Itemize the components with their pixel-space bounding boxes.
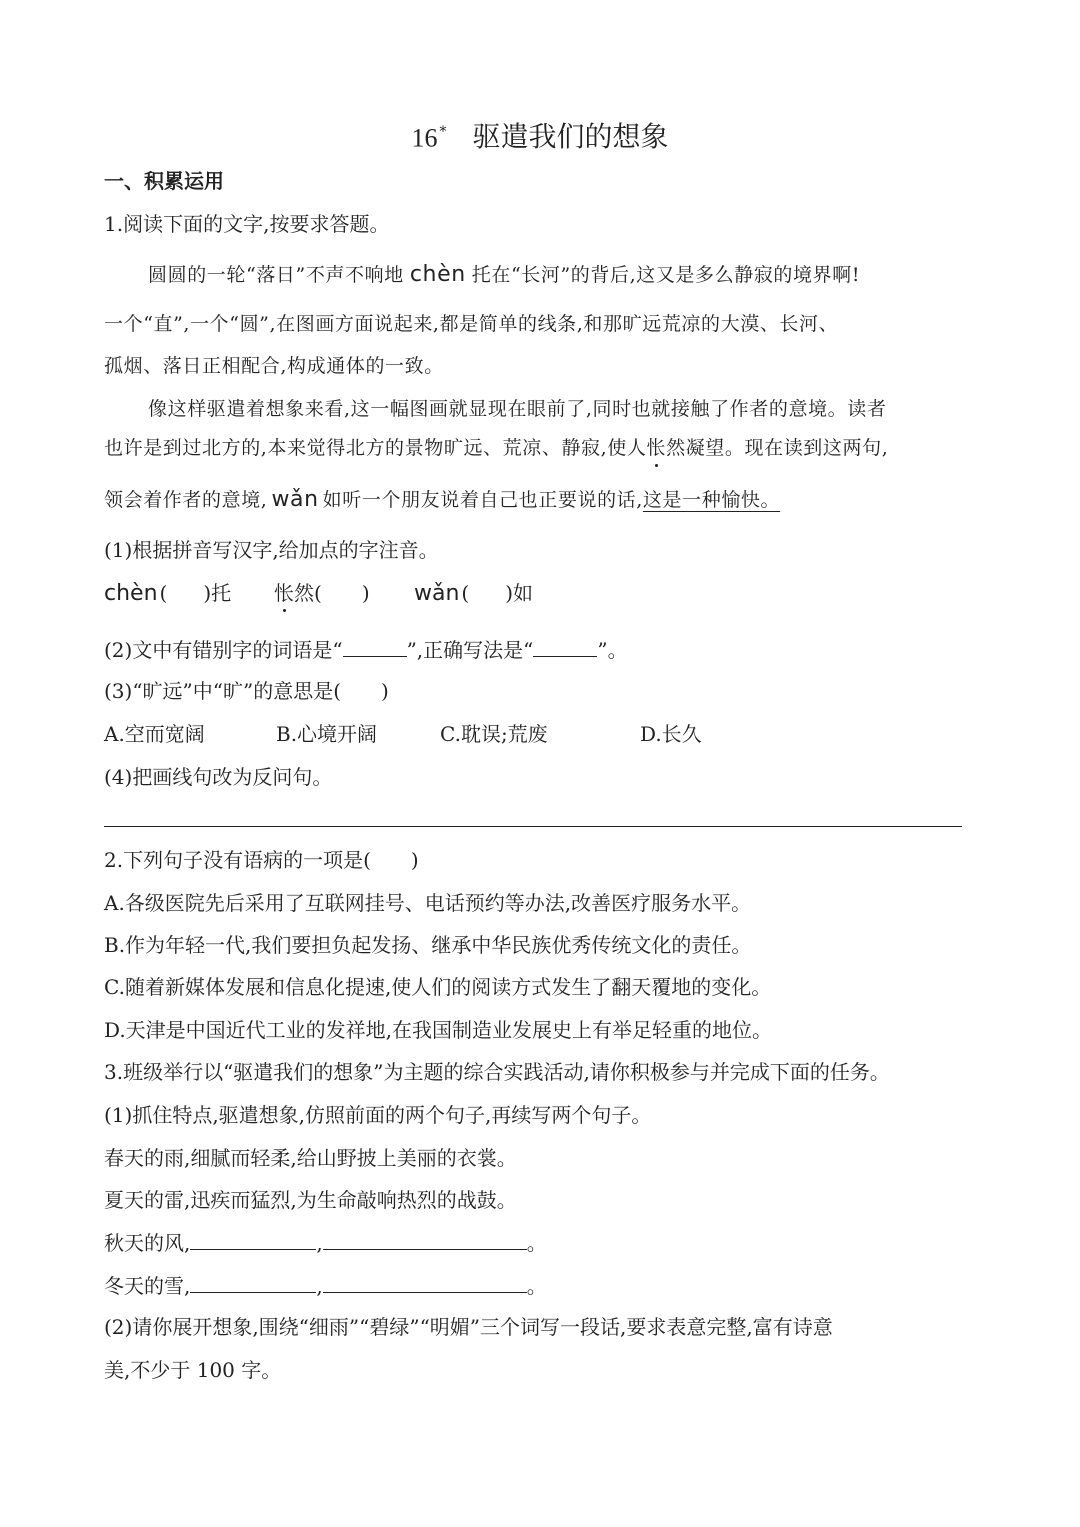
q3-fill-autumn: 秋天的风, , 。 <box>104 1231 547 1255</box>
passage-line-5: 也许是到过北方的,本来觉得北方的景物旷远、荒凉、静寂,使人怅然凝望。现在读到这两句, <box>104 437 889 459</box>
fill-chang[interactable]: 怅然( ) <box>274 581 370 605</box>
option-a[interactable]: A.空而宽阔 <box>104 722 205 746</box>
passage-line-6: 领会着作者的意境, wǎn 如听一个朋友说着自己也正要说的话,这是一种愉快。 <box>104 487 781 512</box>
winter-blank-1[interactable] <box>190 1272 316 1293</box>
winter-blank-2[interactable] <box>323 1272 527 1293</box>
q3-example-1: 春天的雨,细腻而轻柔,给山野披上美丽的衣裳。 <box>104 1146 517 1170</box>
q2-option-b[interactable]: B.作为年轻一代,我们要担负起发扬、继承中华民族优秀传统文化的责任。 <box>104 933 752 957</box>
underlined-sentence: 这是一种愉快。 <box>642 489 781 511</box>
autumn-blank-2[interactable] <box>323 1229 527 1250</box>
q1-sub3: (3)“旷远”中“旷”的意思是( ) <box>104 679 389 703</box>
passage-line-4: 像这样驱遣着想象来看,这一幅图画就显现在眼前了,同时也就接触了作者的意境。读者 <box>148 398 887 420</box>
q3-fill-winter: 冬天的雪, , 。 <box>104 1274 547 1298</box>
page-title <box>0 114 1080 156</box>
option-c[interactable]: C.耽误;荒废 <box>440 722 548 746</box>
wrong-word-blank[interactable] <box>343 636 407 657</box>
q1-sub2: (2)文中有错别字的词语是“ ”,正确写法是“ ”。 <box>104 638 628 662</box>
q3-sub2-line-1: (2)请你展开想象,围绕“细雨”“碧绿”“明媚”三个词写一段话,要求表意完整,富有诗意 <box>104 1315 833 1339</box>
lesson-title: 驱遣我们的想象 <box>472 120 669 154</box>
pinyin-wan: wǎn <box>271 487 319 512</box>
q1-sub1: (1)根据拼音写汉字,给加点的字注音。 <box>104 538 439 562</box>
q3-sub1: (1)抓住特点,驱遣想象,仿照前面的两个句子,再续写两个句子。 <box>104 1103 652 1127</box>
q2-option-a[interactable]: A.各级医院先后采用了互联网挂号、电话预约等办法,改善医疗服务水平。 <box>104 891 752 915</box>
fill-wan[interactable]: wǎn ( )如 <box>414 581 534 606</box>
q1-sub3-options <box>104 721 804 747</box>
q2-option-c[interactable]: C.随着新媒体发展和信息化提速,使人们的阅读方式发生了翻天覆地的变化。 <box>104 975 772 999</box>
q3-sub2-line-2: 美,不少于 100 字。 <box>104 1358 282 1382</box>
lesson-mark: * <box>439 124 447 140</box>
q1-stem: 1.阅读下面的文字,按要求答题。 <box>104 212 390 236</box>
lesson-number: 16 <box>411 123 438 153</box>
dotted-char: 怅 <box>646 437 667 459</box>
q2-stem: 2.下列句子没有语病的一项是( ) <box>104 848 419 872</box>
section-heading: 一、积累运用 <box>104 169 224 193</box>
answer-line[interactable] <box>104 826 962 827</box>
q2-option-d[interactable]: D.天津是中国近代工业的发祥地,在我国制造业发展史上有举足轻重的地位。 <box>104 1018 773 1042</box>
pinyin-chen: chèn <box>409 262 466 287</box>
autumn-blank-1[interactable] <box>190 1229 316 1250</box>
option-b[interactable]: B.心境开阔 <box>276 722 378 746</box>
correct-word-blank[interactable] <box>533 636 597 657</box>
option-d[interactable]: D.长久 <box>640 722 702 746</box>
passage-line-3: 孤烟、落日正相配合,构成通体的一致。 <box>104 355 444 377</box>
passage-line-2: 一个“直”,一个“圆”,在图画方面说起来,都是简单的线条,和那旷远荒凉的大漠、长河、 <box>104 313 839 335</box>
q1-sub4: (4)把画线句改为反问句。 <box>104 765 333 789</box>
pinyin-fill-row <box>104 580 604 610</box>
q3-stem: 3.班级举行以“驱遣我们的想象”为主题的综合实践活动,请你积极参与并完成下面的任务。 <box>104 1060 890 1084</box>
passage-line-1: 圆圆的一轮“落日”不声不响地 chèn 托在“长河”的背后,这又是多么静寂的境界啊! <box>148 262 861 287</box>
q3-example-2: 夏天的雷,迅疾而猛烈,为生命敲响热烈的战鼓。 <box>104 1188 517 1212</box>
fill-chen[interactable]: chèn ( )托 <box>104 581 232 606</box>
